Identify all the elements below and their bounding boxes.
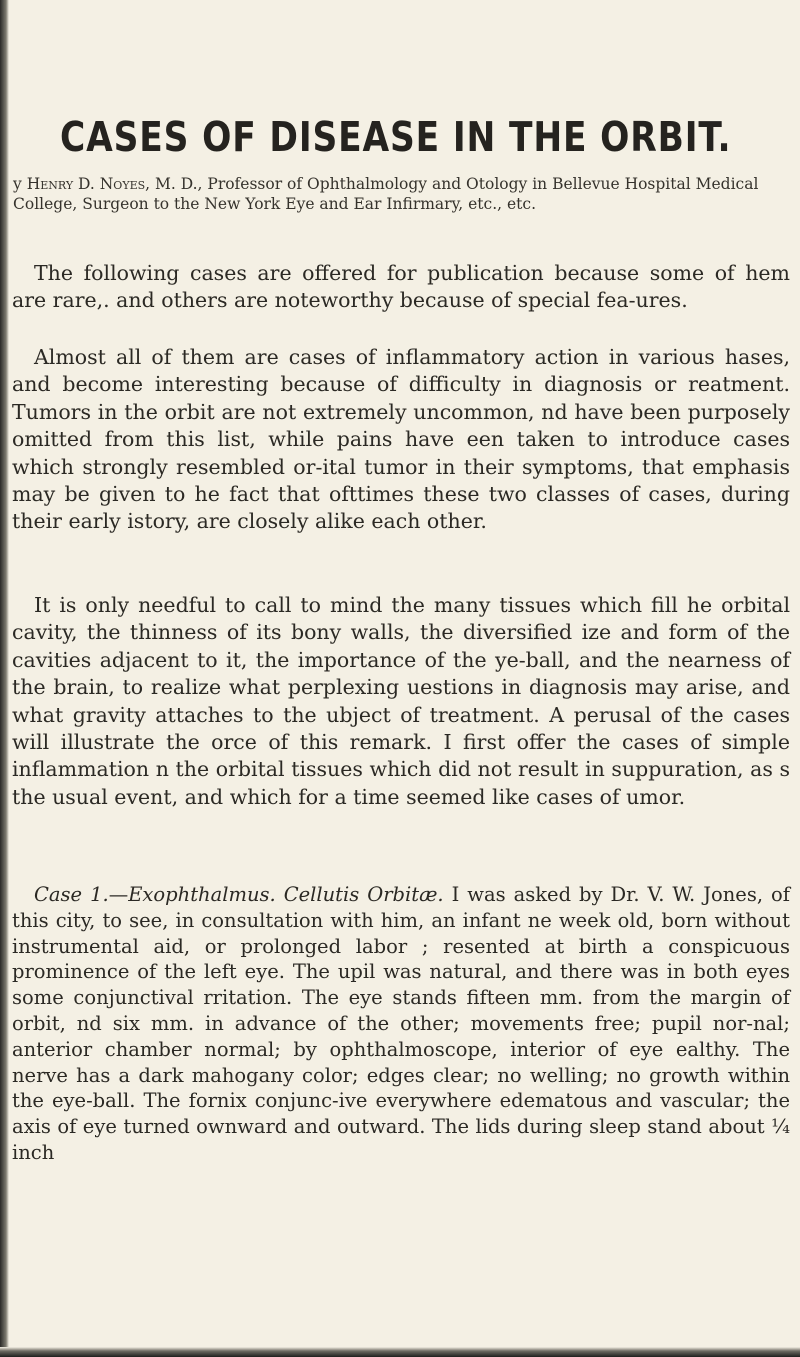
author-name: Henry D. Noyes xyxy=(26,175,146,193)
byline-prefix: y xyxy=(13,175,22,193)
tissues-paragraph: It is only needful to call to mind the many tissues which fill he orbital cavity, the thinness of its bony walls, the diversified ize and form of the cavities adjacent to it, the importance of the ye-ball, and the nearness of the brain, to realize what perplexing uestions in diagnosis may arise, and what gravity attaches to the ubject of treatment. A perusal of the cases will illustrate the orce of this remark. I first offer the cases of simple inflammation n the orbital tissues which did not result in suppuration, as s the usual event, and which for a time seemed like cases of umor. xyxy=(12,593,790,809)
author-byline xyxy=(13,174,773,214)
article-title: CASES OF DISEASE IN THE ORBIT. xyxy=(60,113,732,162)
author-credentials: , M. D., Professor of Ophthalmology and Otology in Bellevue Hospital Medical College, Surgeon to the New York Eye and Ear Infirmary, etc., etc. xyxy=(13,175,759,213)
intro-paragraph: The following cases are offered for publication because some of hem are rare,. and others are noteworthy because of special fea-ures. xyxy=(12,261,790,313)
case-1-title: Exophthalmus. Cellutis Orbitæ. xyxy=(128,883,444,906)
case-1-paragraph: Case 1.—Exophthalmus. Cellutis Orbitæ. I was asked by Dr. V. W. Jones, of this city, to see, in consultation with him, an infant ne week old, born without instrumental aid, or prolonged labor ; resented at birth a conspicuous prominence of the left eye. The upil was natural, and there was in both eyes some conjunctival rritation. The eye stands fifteen mm. from the margin of orbit, nd six mm. in advance of the other; movements free; pupil nor-nal; anterior chamber normal; by ophthalmoscope, interior of eye ealthy. The nerve has a dark mahogany color; edges clear; no welling; no growth within the eye-ball. The fornix conjunc-ive everywhere edematous and vascular; the axis of eye turned ownward and outward. The lids during sleep stand about ¼ inch xyxy=(12,883,790,1164)
inflammatory-paragraph: Almost all of them are cases of inflammatory action in various hases, and become interesting because of difficulty in diagnosis or reatment. Tumors in the orbit are not extremely uncommon, nd have been purposely omitted from this list, while pains have een taken to introduce cases which strongly resembled or-ital tumor in their symptoms, that emphasis may be given to he fact that ofttimes these two classes of cases, during their early istory, are closely alike each other. xyxy=(12,345,790,534)
case-1-label: Case 1. xyxy=(34,883,109,906)
page-bottom-edge xyxy=(0,1347,800,1357)
case-1-body: I was asked by Dr. V. W. Jones, of this city, to see, in consultation with him, an infant ne week old, born without instrumental aid, or prolonged labor ; resented at birth a conspicuous prominence of the left eye. The upil was natural, and there was in both eyes some conjunctival rritation. The eye stands fifteen mm. from the margin of orbit, nd six mm. in advance of the other; movements free; pupil nor-nal; anterior chamber normal; by ophthalmoscope, interior of eye ealthy. The nerve has a dark mahogany color; edges clear; no welling; no growth within the eye-ball. The fornix conjunc-ive everywhere edematous and vascular; the axis of eye turned ownward and outward. The lids during sleep stand about ¼ inch xyxy=(12,883,790,1164)
page-binding-edge xyxy=(0,0,9,1357)
